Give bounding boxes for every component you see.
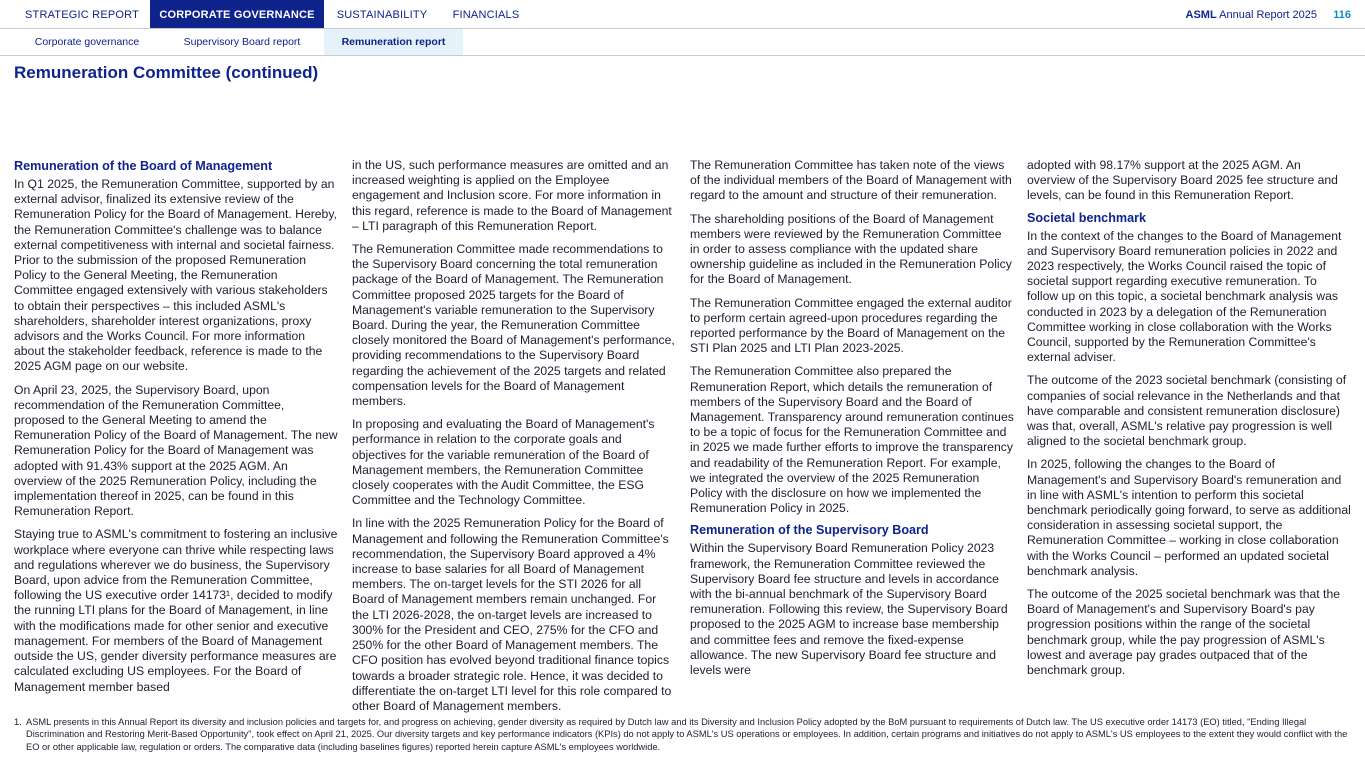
paragraph: Within the Supervisory Board Remuneration Policy 2023 framework, the Remuneration Committee reviewed the Supervisory Board fee structure and levels in accordance with the bi-annual benchmark of the Supervisory Board remuneration. Following this review, the Supervisory Board proposed to the 2025 AGM to increase base membership and committee fees and remove the fixed-expense allowance. The new Supervisory Board fee structure and levels were	[690, 541, 1008, 678]
paragraph: In Q1 2025, the Remuneration Committee, supported by an external advisor, finalized its extensive review of the Remuneration Policy for the Board of Management. Hereby, the Remuneration Committee's challenge was to balance external competitiveness with internal and societal fairness. Prior to the submission of the proposed Remuneration Policy to the General Meeting, the Remuneration Committee engaged extensively with various stakeholders to obtain their perspectives – this included ASML's shareholders, shareholder interest organizations, proxy advisors and the Works Council. For more information about the stakeholder feedback, reference is made to the 2025 AGM page on our website.	[14, 177, 337, 374]
brand-suffix: Annual Report 2025	[1219, 9, 1317, 21]
paragraph: The shareholding positions of the Board of Management members were reviewed by the Remuneration Committee in order to assess compliance with the updated share ownership guideline as included in the Remuneration Policy for the Board of Management.	[690, 211, 1012, 287]
brand-name: ASML	[1185, 9, 1217, 21]
paragraph: The outcome of the 2023 societal benchmark (consisting of companies of social relevance in the Netherlands and that have comparable and consistent remuneration disclosure) was that, overall, ASML's relative pay progression is well aligned to the societal benchmark group.	[1027, 373, 1347, 449]
text-column-3	[690, 158, 1014, 686]
paragraph: The Remuneration Committee made recommendations to the Supervisory Board concerning the total remuneration package of the Board of Management. The Remuneration Committee proposed 2025 targets for the Board of Management's variable remuneration to the Supervisory Board. During the year, the Remuneration Committee closely monitored the Board of Management's performance, providing recommendations to the Supervisory Board regarding the achievement of the 2025 targets and related compensation levels for the Board of Management members.	[352, 242, 675, 409]
report-brand	[1186, 0, 1317, 28]
tab-sustainability[interactable]: SUSTAINABILITY	[336, 9, 428, 21]
footnote	[14, 716, 1352, 753]
top-navigation	[0, 0, 1365, 29]
sub-navigation	[0, 29, 1365, 56]
page-number: 116	[1333, 9, 1351, 21]
paragraph: Staying true to ASML's commitment to fostering an inclusive workplace where everyone can thrive while respecting laws and regulations wherever we do business, the Supervisory Board, upon advice from the Remuneration Committee, following the US executive order 14173¹, decided to modify the running LTI plans for the Board of Management, in line with the modifications made for other senior and executive management. For members of the Board of Management outside the US, gender diversity performance measures are calculated excluding US employees. For the Board of Management member based	[14, 527, 338, 694]
paragraph: in the US, such performance measures are omitted and an increased weighting is applied on the Employee engagement and Inclusion score. For more information in this regard, reference is made to the Board of Management – LTI paragraph of this Remuneration Report.	[352, 158, 672, 233]
paragraph: In 2025, following the changes to the Board of Management's and Supervisory Board's remuneration and in line with ASML's intention to perform this societal benchmark periodically going forward, to serve as additional consideration in assessing societal support, the Remuneration Committee – working in close collaboration with the Works Council – performed an updated societal benchmark analysis.	[1027, 457, 1351, 578]
paragraph: adopted with 98.17% support at the 2025 AGM. An overview of the Supervisory Board 2025 fee structure and levels, can be found in this Remuneration Report.	[1027, 158, 1338, 203]
page-title: Remuneration Committee (continued)	[14, 63, 319, 82]
tab-corporate-governance[interactable]: CORPORATE GOVERNANCE	[150, 0, 324, 28]
paragraph: The Remuneration Committee also prepared the Remuneration Report, which details the remuneration of members of the Supervisory Board and the Board of Management. Transparency around remuneration continues to be a topic of focus for the Remuneration Committee and in 2025 we made further efforts to improve the transparency and readability of the Remuneration Report. For example, we integrated the overview of the 2025 Remuneration Policy with the disclosure on how we implemented the Remuneration Policy in 2025.	[690, 364, 1014, 516]
text-column-4	[1027, 158, 1351, 686]
tab-financials[interactable]: FINANCIALS	[452, 9, 520, 21]
text-column-2	[352, 158, 676, 722]
footnote-number: 1.	[14, 717, 22, 727]
paragraph: The outcome of the 2025 societal benchmark was that the Board of Management's and Supervisory Board's pay progression positions within the range of the societal benchmark group, while the pay progression of ASML's lowest and average pay grades outpaced that of the benchmark group.	[1027, 587, 1340, 678]
paragraph: On April 23, 2025, the Supervisory Board, upon recommendation of the Remuneration Committee, proposed to the General Meeting to amend the Remuneration Policy of the Board of Management. The new Remuneration Policy for the Board of Management was adopted with 91.43% support at the 2025 AGM. An overview of the 2025 Remuneration Policy, including the implementation thereof in 2025, can be found in this Remuneration Report.	[14, 382, 338, 519]
footnote-text: ASML presents in this Annual Report its diversity and inclusion policies and targets for, and progress on achieving, gender diversity as required by Dutch law and its Diversity and Inclusion Policy adopted by the BoM pursuant to requirements of Dutch law. The US executive order 14173 (EO) titled, "Ending Illegal Discrimination and Restoring Merit-Based Opportunity", took effect on April 21, 2025. Our diversity targets and key performance indicators (KPIs) do not apply to ASML's US operations or employees. In addition, certain programs and initiatives do not apply to ASML's US employees to the extent they would conflict with the EO or other applicable law, regulation or orders. The comparative data (including baselines figures) reported herein capture ASML's employees worldwide.	[26, 717, 1348, 752]
paragraph: In proposing and evaluating the Board of Management's performance in relation to the corporate goals and objectives for the variable remuneration of the Board of Management members, the Remuneration Committee closely cooperates with the Audit Committee, the ESG Committee and the Technology Committee.	[352, 417, 655, 508]
section-heading: Remuneration of the Supervisory Board	[690, 523, 929, 538]
paragraph: In the context of the changes to the Board of Management and Supervisory Board remuneration policies in 2022 and 2023 respectively, the Works Council raised the topic of societal support regarding executive remuneration. To follow up on this topic, a societal benchmark analysis was conducted in 2023 by a delegation of the Remuneration Committee working in close collaboration with the Works Council, supported by the Remuneration Committee's external adviser.	[1027, 228, 1342, 365]
paragraph: In line with the 2025 Remuneration Policy for the Board of Management and following the Remuneration Committee's recommendation, the Supervisory Board approved a 4% increase to base salaries for all Board of Management members. The on-target levels for the STI 2026 for all Board of Management members remain unchanged. For the LTI 2026-2028, the on-target levels are increased to 300% for the President and CEO, 275% for the CFO and 250% for the other Board of Management members. The CFO position has evolved beyond traditional finance topics towards a broader strategic role. Hence, it was decided to differentiate the on-target LTI level for this role compared to other Board of Management members.	[352, 516, 672, 713]
subtab-corporate-governance[interactable]: Corporate governance	[34, 36, 140, 48]
section-heading: Remuneration of the Board of Management	[14, 159, 273, 173]
tab-strategic-report[interactable]: STRATEGIC REPORT	[24, 9, 140, 21]
section-heading: Societal benchmark	[1027, 210, 1146, 225]
subtab-remuneration-report[interactable]: Remuneration report	[324, 29, 463, 55]
text-column-1	[14, 158, 338, 703]
paragraph: The Remuneration Committee engaged the external auditor to perform certain agreed-upon procedures regarding the reported performance by the Board of Management on the STI Plan 2025 and LTI Plan 2023-2025.	[690, 295, 1012, 356]
subtab-supervisory-board-report[interactable]: Supervisory Board report	[183, 36, 301, 48]
paragraph: The Remuneration Committee has taken note of the views of the individual members of the Board of Management with regard to the amount and structure of their remuneration.	[690, 158, 1012, 203]
